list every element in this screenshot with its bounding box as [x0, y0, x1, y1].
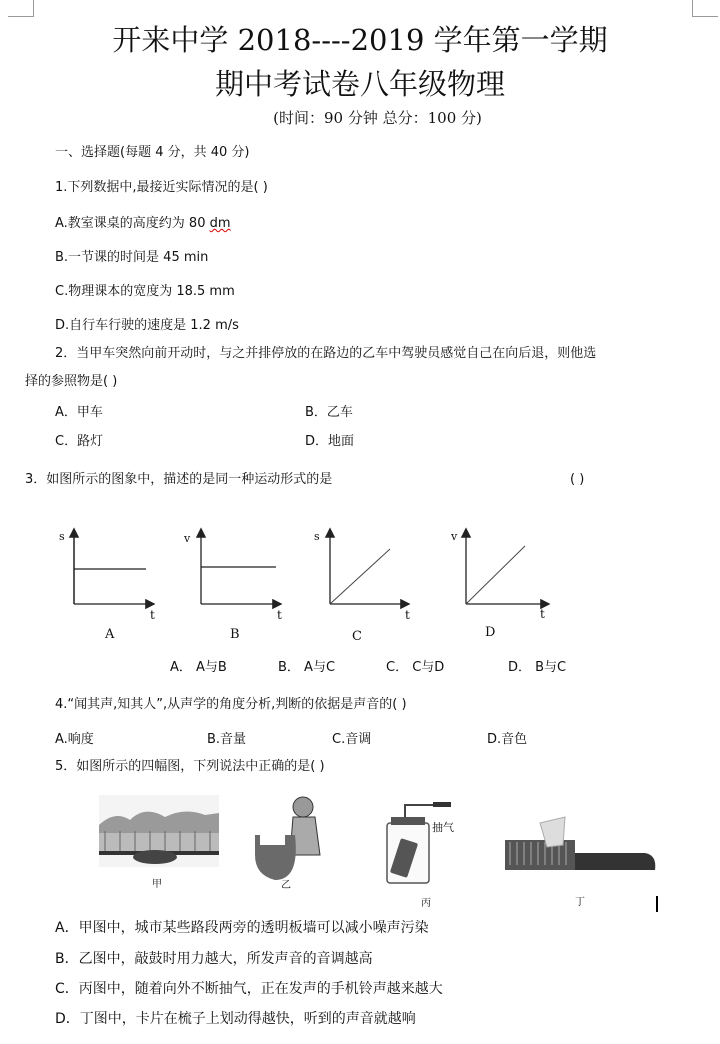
- q5-option-a: A．甲图中，城市某些路段两旁的透明板墙可以减小噪声污染: [55, 920, 429, 936]
- q5-option-d: D．丁图中，卡片在梳子上划动得越快，听到的声音就越响: [55, 1011, 416, 1027]
- q4-option-c: C.音调: [332, 732, 372, 747]
- graph-b-label: B: [230, 627, 240, 642]
- image-label-yi: 乙: [281, 880, 291, 891]
- q3-option-a: A． A与B: [170, 660, 227, 675]
- q1-option-c: C.物理课本的宽度为 18.5 mm: [55, 284, 235, 299]
- q2-stem: 2．当甲车突然向前开动时，与之并排停放的在路边的乙车中驾驶员感觉自己在向后退，则他选: [55, 346, 597, 361]
- q3-stem: 3．如图所示的图象中，描述的是同一种运动形式的是: [25, 472, 333, 487]
- q5-stem: 5．如图所示的四幅图，下列说法中正确的是( ): [55, 759, 325, 774]
- q3-option-c: C． C与D: [386, 660, 445, 675]
- q2-option-a: A．甲车: [55, 405, 103, 420]
- q1-option-a-unit: dm: [209, 216, 231, 231]
- margin-corner-mark: [8, 0, 34, 17]
- graph-c-label: C: [352, 629, 362, 644]
- graph-d: [466, 530, 548, 604]
- q2-option-b: B．乙车: [305, 405, 353, 420]
- q1-option-a-text: A.教室课桌的高度约为 80: [55, 216, 210, 231]
- q3-option-d: D． B与C: [508, 660, 567, 675]
- graph-a-y-label: s: [59, 530, 65, 543]
- graph-d-label: D: [485, 625, 496, 640]
- q2-option-c: C．路灯: [55, 434, 104, 449]
- graph-d-x-label: t: [540, 607, 545, 621]
- graph-d-y-label: v: [451, 530, 458, 543]
- q5-option-c: C．丙图中，随着向外不断抽气，正在发声的手机铃声越来越大: [55, 981, 443, 997]
- q4-option-a: A.响度: [55, 732, 94, 747]
- image-annotation-pump-air: 抽气: [432, 821, 454, 834]
- q4-option-d: D.音色: [487, 732, 528, 747]
- graph-c: [330, 530, 408, 604]
- q4-stem: 4.“闻其声,知其人”,从声学的角度分析,判断的依据是声音的( ): [55, 697, 407, 712]
- q1-option-b: B.一节课的时间是 45 min: [55, 250, 209, 265]
- title-line-2: 期中考试卷八年级物理: [214, 67, 505, 101]
- graph-a-x-label: t: [150, 608, 155, 622]
- q1-option-d: D.自行车行驶的速度是 1.2 m/s: [55, 318, 239, 333]
- graph-c-y-label: s: [314, 530, 320, 543]
- image-label-ding: 丁: [575, 897, 585, 908]
- title-line-1: 开来中学 2018----2019 学年第一学期: [112, 23, 608, 57]
- drum-boy-image: [255, 797, 320, 880]
- q2-stem-cont: 择的参照物是( ): [25, 374, 118, 389]
- q1-stem: 1.下列数据中,最接近实际情况的是( ): [55, 180, 268, 195]
- city-noise-barrier-image: [99, 795, 219, 867]
- graph-b-y-label: v: [184, 532, 191, 545]
- graph-c-x-label: t: [405, 608, 410, 622]
- graph-a-label: A: [105, 627, 115, 642]
- graph-b: [201, 530, 280, 604]
- q3-option-b: B． A与C: [278, 660, 336, 675]
- section-heading: 一、选择题(每题 4 分，共 40 分): [55, 145, 250, 160]
- image-label-bing: 丙: [421, 898, 431, 909]
- q3-answer-paren: ( ): [570, 472, 585, 487]
- q2-option-d: D．地面: [305, 434, 355, 449]
- comb-card-image: [505, 817, 655, 870]
- image-label-jia: 甲: [152, 879, 162, 890]
- graph-a: [74, 530, 153, 604]
- text-cursor: [656, 896, 658, 912]
- q4-option-b: B.音量: [207, 732, 247, 747]
- bell-jar-phone-image: [387, 802, 451, 883]
- graph-b-x-label: t: [277, 608, 282, 622]
- q5-option-b: B．乙图中，敲鼓时用力越大，所发声音的音调越高: [55, 951, 373, 967]
- exam-subtitle: (时间：90 分钟 总分：100 分): [273, 109, 482, 127]
- q1-option-a: [55, 217, 231, 230]
- margin-corner-mark: [692, 0, 718, 17]
- q5-illustrations: [95, 785, 665, 890]
